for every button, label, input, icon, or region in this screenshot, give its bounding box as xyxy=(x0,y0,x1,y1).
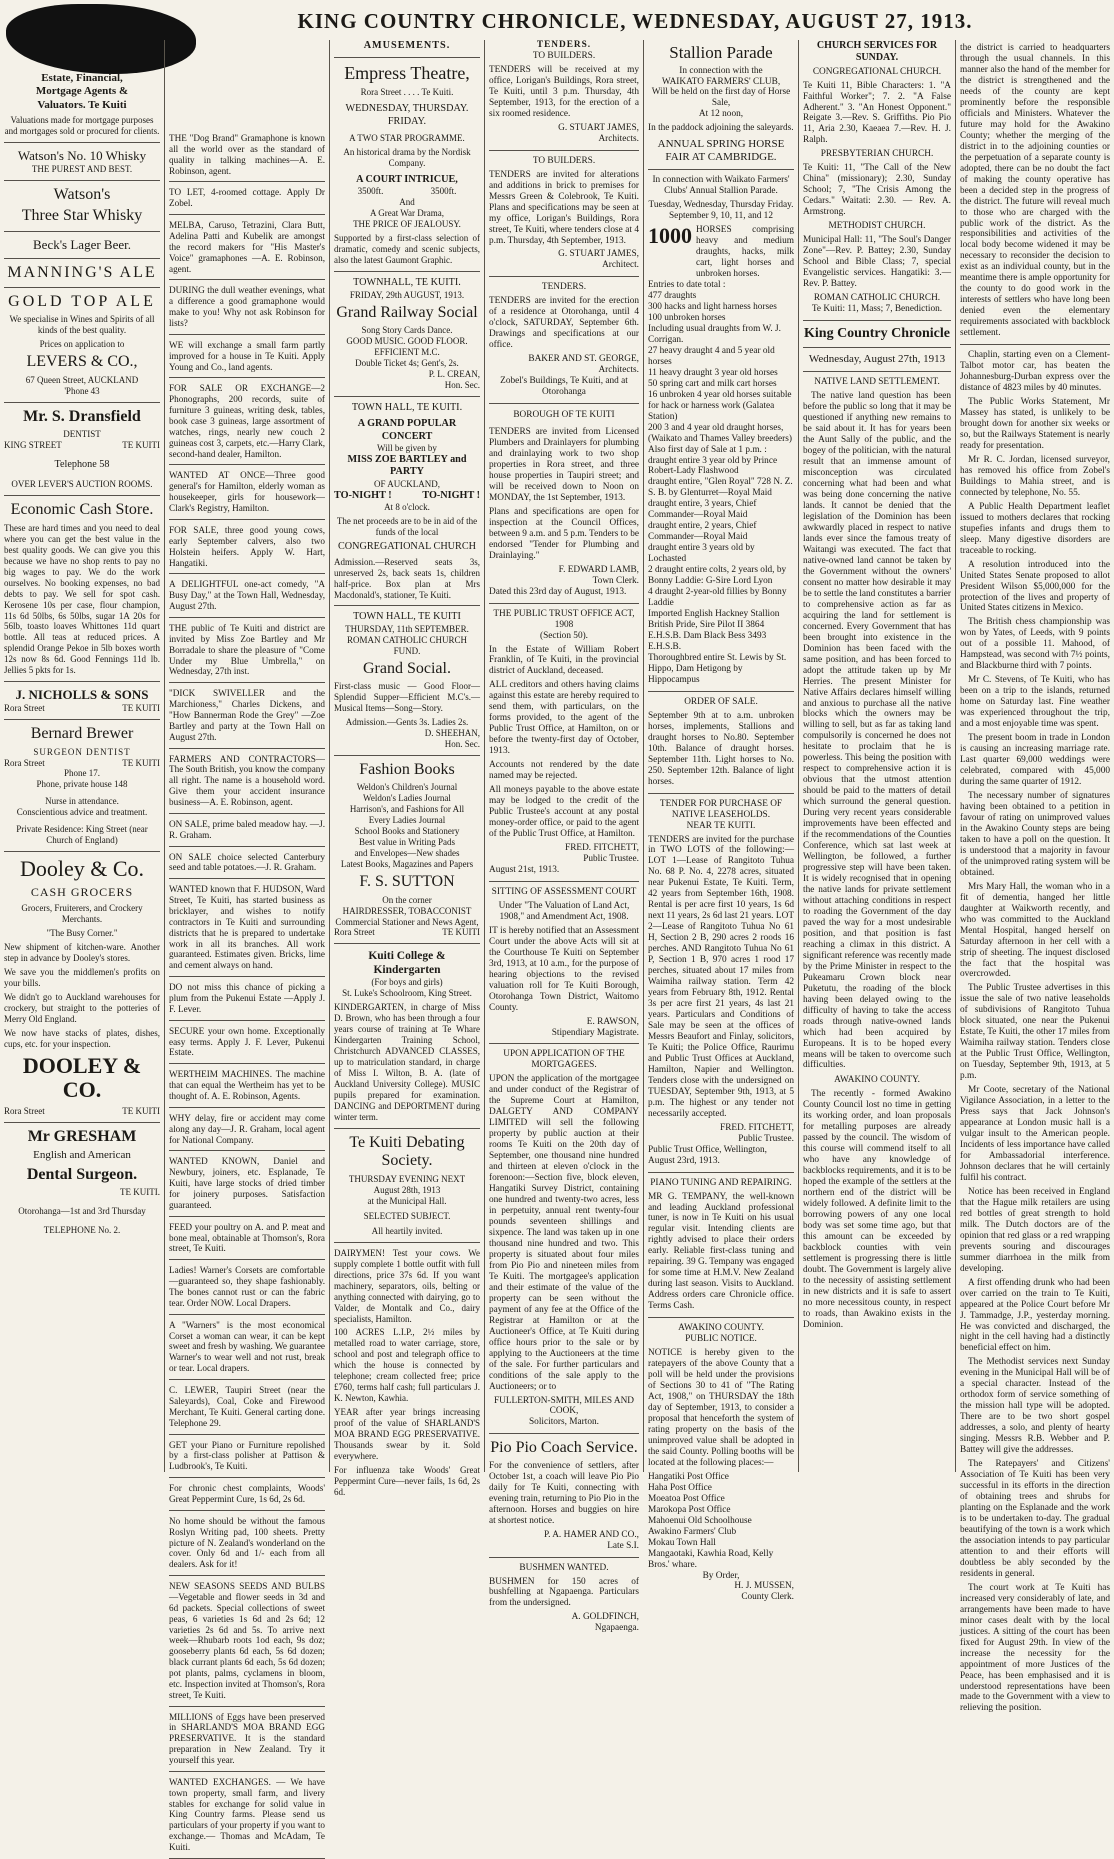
historical-drama: An historical drama by the Nordisk Company. xyxy=(343,146,471,168)
annual-fair: ANNUAL SPRING HORSE FAIR AT CAMBRIDGE. xyxy=(657,138,785,164)
news-item: The British chess championship was won by Yates, of Leeds, with 9 points out of a possible 11. Mahood, of Hampstead, was second with 7½ points, and Blackburne third with 7 points. xyxy=(960,617,1110,672)
bernard-heading: Bernard Brewer xyxy=(30,725,134,743)
horses-count: 1000 xyxy=(648,223,692,249)
signature-title: Architects. xyxy=(598,365,639,376)
public-notice: PUBLIC NOTICE. xyxy=(685,1334,757,1345)
horse-entry: 300 hacks and light harness horses xyxy=(648,301,777,312)
sitting-heading: SITTING OF ASSESSMENT COURT xyxy=(491,886,637,897)
classified-ad: FOR SALE OR EXCHANGE—2 Phonographs, 200 records, suite of furniture 3 guineas, writing desk, tables, book case 3 guineas, large assortment of watches, rings, nearly new couch 2 guineas cost 3, carpets, etc.—Harry Clark, second-hand dealer, Hamilton. xyxy=(169,383,325,459)
near-te-kuiti: NEAR TE KUITI. xyxy=(686,820,756,831)
news-item: A first offending drunk who had been over carried on the train to Te Kuiti, appeared at the Police Court before Mr J. Tammadge, J.P., yesterday morning. He was convicted and discharged, the night in the cell having had a distinctly beneficial effect on him. xyxy=(960,1277,1110,1354)
classified-ad: THE public of Te Kuiti and district are invited by Miss Zoe Bartley and Mr Borradale to share the pleasure of "Come Under my Blue Umbrella," on Wednesday, 27th inst. xyxy=(169,622,325,677)
news-item: Mrs Mary Hall, the woman who in a fit of dementia, hanged her little daughter at Waikworth recently, and who was committed to the Auckland Mental Hospital, hanged herself on Saturday afternoon in her cell with a strip of sheeting. The inquest disclosed the fact that the hospital was overcrowded. xyxy=(960,881,1110,980)
private-residence: Private Residence: King Street (near Church of England) xyxy=(16,824,148,846)
by-order: By Order, xyxy=(702,1570,740,1581)
thursday-evening: THURSDAY EVENING NEXT xyxy=(348,1173,466,1184)
classified-ad: FOR SALE, three good young cows, early September calvers, also two Holstein heifers. Apply W. Hart, Hangatiki. xyxy=(169,524,325,568)
column-5 xyxy=(644,40,798,1603)
column-1 xyxy=(0,40,164,1472)
economic-text: These are hard times and you need to deal where you can get the best value in the best quality goods. We can give you this because we have no shop rents to pay no big wages to pay. We do the work ourselves. No booking expenses, no bad debts to pay. We sell for spot cash. Kerosene 10s per case, flour champion, 11s 6d 50lbs, 6s 50lbs, sugar 1A 20s for 56lb, toasto loaves Whittones 11d quart bottle. All teas at reduced prices. A splendid Orange Pekoe in 5lb boxes worth 12s now 8s 6d. Good Fennings 11d lb. Jellies 5 pkts for 1s. xyxy=(4,522,160,676)
horse-entry: 4 draught 2-year-old fillies by Bonny Laddie xyxy=(648,587,787,609)
creditors-text: ALL creditors and others having claims against this estate are hereby required to send them, with particulars, on the forms provided, to the agent of the Public Trust Office, at Hamilton, on or before the twenty-first day of October, 1913. xyxy=(489,680,639,757)
classified-ad: MILLIONS of Eggs have been preserved in SHARLAND'S MOA BRAND EGG PRESERVATIVE. It is the standard preparation in New Zealand. Try it yourself this year. xyxy=(169,1711,325,1765)
double-ticket: Double Ticket 4s; Gent's, 2s. xyxy=(355,357,459,368)
rora-street: Rora Street xyxy=(4,757,45,768)
piano-text: MR G. TEMPANY, the well-known and leading Auckland professional tuner, is now in Te Kuiti on his usual regular visit. Intending clients are rightly advised to place their orders early. Reliable first-class tuning and repairing. 39 G. Tempany was engaged for some time at H.M.V. New Zealand during last season. Visits to Auckland. Address orders care Chronicle office. Terms Cash. xyxy=(648,1191,794,1312)
horse-entries xyxy=(648,291,794,686)
gresham-heading: Mr GRESHAM xyxy=(27,1128,137,1146)
to-builders: TO BUILDERS. xyxy=(532,155,596,166)
sheehan: D. SHEEHAN, xyxy=(424,728,480,739)
dooley-heading: Dooley & Co. xyxy=(19,856,145,882)
dental-surgeon: Dental Surgeon. xyxy=(26,1165,138,1183)
grocers-text: Grocers, Fruiterers, and Crockery Merchants. xyxy=(21,903,143,925)
signature-title: Public Trustee. xyxy=(738,1133,794,1144)
nicholls-heading: J. NICHOLLS & SONS xyxy=(15,687,149,703)
rora-street: Rora Street xyxy=(4,703,45,714)
court-intrigue: A COURT INTRICUE, xyxy=(356,173,458,185)
order-text: September 9th at to a.m. unbroken horses, implements, Stallions and draught horses to No.80. September 10th. Balance of draught horses. September 11th. Light horses to No. 250. September 12th. Balance of light horses. xyxy=(648,710,794,787)
miss-zoe: MISS ZOE BARTLEY and PARTY xyxy=(347,453,467,478)
classified-ad: For chronic chest complaints, Woods' Great Peppermint Cure, 1s 6d, 2s 6d. xyxy=(169,1483,325,1504)
roman-text: Te Kuiti: 11, Mass; 7, Benediction. xyxy=(811,303,943,314)
horse-entry: draught entire, 3 years, Chief Commander—Royal Maid xyxy=(648,499,757,521)
fashion-line: Every Ladies Journal xyxy=(368,815,446,826)
signature-title: Architects. xyxy=(598,133,639,144)
municipal-hall: at the Municipal Hall. xyxy=(367,1195,447,1206)
dooley-text: We save you the middlemen's profits on your bills. xyxy=(4,966,160,988)
will-be-given: Will be given by xyxy=(377,443,437,454)
horse-entry: draught entire 3 year old by Prince Robert-Lady Flashwood xyxy=(648,455,778,477)
news-item: Mr Coote, secretary of the National Vigilance Association, in a letter to the Press says that Jack Johnson's appearance at London music hall is a vulgar insult to the American people. Incidents of less importance have called for Ambassadorial interference. Johnson declares that he will certainly fulfil his contract. xyxy=(960,1085,1110,1183)
grand-concert: A GRAND POPULAR CONCERT xyxy=(357,418,457,442)
august-28: August 28th, 1913 xyxy=(373,1184,441,1195)
purest-best: THE PUREST AND BEST. xyxy=(31,164,133,175)
price-jealousy: THE PRICE OF JEALOUSY. xyxy=(353,219,461,230)
year-after-ad: YEAR after year brings increasing proof of the value of SHARLAND'S MOA BRAND EGG PRESERVATIVE. Thousands swear by it. Sold everywhere. xyxy=(334,1407,480,1462)
agents-line: Valuators. Te Kuiti xyxy=(37,98,127,111)
signature: FRED. FITCHETT, xyxy=(720,1122,794,1133)
town-hall-heading: TOWN HALL, TE KUITI. xyxy=(351,401,463,413)
zobel-buildings: Zobel's Buildings, Te Kuiti, and at Otorohanga xyxy=(500,376,628,398)
signature-title: Architect. xyxy=(602,260,639,271)
town-hall-heading: TOWN HALL, TE KUITI xyxy=(353,611,461,623)
news-item: A resolution introduced into the United States Senate proposed to allot President Wilson $5,000,000 for the protection of the lives and property of United States citizens in Mexico. xyxy=(960,559,1110,614)
tonight: TO-NIGHT ! xyxy=(334,489,392,501)
tender-text: TENDERS are invited from Licensed Plumbers and Drainlayers for plumbing and drainlaying work to two shop properties in Rora street, and three house properties in Taupiri street; and will be received down to Noon on MONDAY, the 1st September, 1913. xyxy=(489,427,639,503)
horse-entry: draught entire 3 years old by Lochasted xyxy=(648,543,755,565)
debating-society: Te Kuiti Debating Society. xyxy=(349,1134,465,1170)
on-corner: On the corner xyxy=(382,894,432,905)
te-kuiti-dot: TE KUITI. xyxy=(120,1187,160,1198)
news-item: The present boom in trade in London is causing an increasing marriage rate. Last quarter 69,000 weddings were celebrated, compared with 45,000 during the same quarter of 1912. xyxy=(960,733,1110,787)
watsons-no10: Watson's No. 10 Whisky xyxy=(17,148,147,164)
congregational-heading: CONGREGATIONAL CHURCH. xyxy=(812,66,942,77)
dooley-text: New shipment of kitchen-ware. Another step in advance by Dooley's stores. xyxy=(4,942,160,963)
polling-booth: Marokopa Post Office xyxy=(648,1504,731,1515)
horse-entry: 50 spring cart and milk cart horses xyxy=(648,378,777,389)
news-item: Mr C. Stevens, of Te Kuiti, who has been on a trip to the islands, returned home on Saturday last. Fine weather was experienced throughout the trip, and a most enjoyable time was spent. xyxy=(960,675,1110,730)
empress-location: Rora Street . . . . Te Kuiti. xyxy=(360,87,454,98)
signature-title: Town Clerk. xyxy=(592,575,639,586)
classified-ad: "DICK SWIVELLER and the Marchioness," Charles Dickens, and "How Bannerman Rode the Grey" —Zoe Bartley and party at the Town Hall on August 27th. xyxy=(169,688,325,742)
bushmen-heading: BUSHMEN WANTED. xyxy=(519,1562,609,1573)
polling-booth: Haha Post Office xyxy=(648,1482,712,1493)
classified-ad: WHY delay, fire or accident may come along any day—J. R. Graham, local agent for National Company. xyxy=(169,1112,325,1145)
classified-ad: DO not miss this chance of picking a plum from the Pukenui Estate —Apply J. F. Lever. xyxy=(169,982,325,1014)
polling-booth: Mokau Town Hall xyxy=(648,1537,716,1548)
masthead: KING COUNTRY CHRONICLE, WEDNESDAY, AUGUST 27, 1913. xyxy=(297,9,973,33)
commercial-stationer: Commercial Stationer and News Agent, xyxy=(335,916,479,927)
signature: G. STUART JAMES, xyxy=(558,122,639,133)
rora-street: Rora Street xyxy=(4,1106,45,1117)
paddock-text: In the paddock adjoining the saleyards. xyxy=(648,123,794,134)
te-kuiti: TE KUITI xyxy=(122,757,160,768)
horse-entry: draught entire, "Glen Royal" 728 N. Z. S. B. by Glenturret—Royal Maid xyxy=(648,477,793,499)
presbyterian-heading: PRESBYTERIAN CHURCH. xyxy=(820,149,934,160)
public-trust-heading: THE PUBLIC TRUST OFFICE ACT, 1908 xyxy=(493,608,635,630)
crean: P. L. CREAN, xyxy=(428,368,480,379)
classified-ad: ON SALE choice selected Canterbury seed and table potatoes.—J. R. Graham. xyxy=(169,851,325,873)
two-star: A TWO STAR PROGRAMME. xyxy=(349,132,465,143)
tenders-heading: TENDERS. xyxy=(536,40,592,50)
classified-ad: FARMERS AND CONTRACTORS—The South British, you know the company all right. The name is a household word. Give them your accident insurance business—A. E. Robinson, agent. xyxy=(169,753,325,807)
tender-text: TENDERS are invited for the erection of a residence at Otorohanga, until 4 o'clock, SATURDAY, September 6th. Drawings and specifications at our office. xyxy=(489,296,639,351)
news-item: The Public Works Statement, Mr Massey has stated, is unlikely to be brought down for another six weeks or so, but the Railways Statement is nearly ready for presentation. xyxy=(960,397,1110,451)
column-6 xyxy=(799,40,955,1472)
horses-text: HORSES comprising heavy and medium draughts, hacks, milk cart, light horses and unbroken horses. xyxy=(696,225,794,280)
fullerton: FULLERTON-SMITH, MILES AND COOK, xyxy=(493,1395,635,1417)
signature-title: County Clerk. xyxy=(741,1592,794,1603)
section-50: (Section 50). xyxy=(539,630,589,641)
te-kuiti: TE KUITI xyxy=(442,927,480,938)
signature-title: Public Trustee. xyxy=(583,853,639,864)
upon-heading: UPON APPLICATION OF THE MORTGAGEES. xyxy=(503,1049,625,1071)
signature-title: Late S.I. xyxy=(607,1540,639,1551)
dransfield-heading: Mr. S. Dransfield xyxy=(23,407,141,425)
classified-ads xyxy=(169,133,325,1859)
polling-booth: Moeatoa Post Office xyxy=(648,1493,725,1504)
selected-subject: SELECTED SUBJECT. xyxy=(363,1210,451,1221)
friday-29: FRIDAY, 29th AUGUST, 1913. xyxy=(349,289,465,300)
solicitors: Solicitors, Marton. xyxy=(529,1417,599,1428)
levers-address: 67 Queen Street, AUCKLAND xyxy=(25,374,139,385)
native-heading: NATIVE LAND SETTLEMENT. xyxy=(814,377,940,388)
valuations-text: Valuations made for mortgage purposes and mortgages sold or procured for clients. xyxy=(4,115,160,137)
horse-entry: 16 unbroken 4 year old horses suitable for hack or harness work (Galatea Station) xyxy=(648,389,792,422)
mortgage-text: UPON the application of the mortgagee and under conduct of the Registrar of the Supreme Court at Hamilton, DALGETY AND COMPANY LIMITED will sell the following property by public auction at their rooms Te Kuiti on the 20th day of September, one thousand nine hundred and thirteen at eleven o'clock in the forenoon:—Section five, block eleven, Hangatiki Survey District, containing one hundred and twenty-two acres, less in perpetuity, annual rent twenty-four pounds seventeen shillings and sixpence. The land was taken up in one thousand nine hundred and two. This property is situated about four miles from Pio Pio and nineteen miles from Te Kuiti. The mortgagee's application and their estimate of the value of the property can be seen without the payment of any fee at the Office of the Registrar at Hamilton or at the Auctioneer's Office, at Te Kuiti during office hours prior to the sale or by applying to the Auctioneers at the time of the sale. For further particulars and conditions of the sale apply to the Auctioneers; or to xyxy=(489,1074,639,1392)
classified-ad: C. LEWER, Taupiri Street (near the Saleyards), Coal, Coke and Firewood Merchant, Te Kuiti. General carting done. Telephone 29. xyxy=(169,1385,325,1428)
english-american: English and American xyxy=(33,1149,131,1162)
awakino-county-heading: AWAKINO COUNTY. xyxy=(834,1075,920,1086)
column-7 xyxy=(956,40,1114,1714)
classified-ad: THE "Dog Brand" Gramaphone is known all the world over as the standard of quality in talking machines—A. E. Robinson, agent. xyxy=(169,133,325,176)
polling-booth: Mahoenui Old Schoolhouse xyxy=(648,1515,752,1526)
horse-entry: Imported English Hackney Stallion British Pride, Sire Pilot II 3864 E.H.S.B. Dam Black Bess 3493 E.H.S.B. xyxy=(648,609,780,652)
specialise-text: We specialise in Wines and Spirits of all kinds of the best quality. xyxy=(9,314,155,336)
stallion-heading: Stallion Parade xyxy=(669,43,773,62)
te-kuiti: TE KUITI xyxy=(122,1106,160,1117)
news-item: The Public Trustee advertises in this issue the sale of two native leaseholds of subdivisions of Rangitoto Tuhua block situated, one near the Pukenui Estate, Te Kuiti, the other 17 miles from Waimiha railway station. Tenders close at the Public Trust Office, Wellington, on Tuesday, September 9th, 1913, at 5 p.m. xyxy=(960,983,1110,1082)
editorial-continued: the district is carried to headquarters through the usual channels. In this manner also the hand of the member for the district is strengthened and the needs of the county are kept prominently before the responsible officials and Ministers. Whatever the future may hold for the Awakino County; whether the merging of the district in to the adjoining counties or the perpetuation of a separate county is adopted, there can be no doubt the fact of making the county operative has been a decided step in the progress of the district. The future will reveal much to those who are charged with the public work of the district. As the responsibilities and activities of the local body become widened it may be necessary to reconsider the decision to exist as an individual county, but in the meantime there is ample opportunity for the county to do good work in the interests of settlers who have long been denied even the elementary requirements associated with backblock settlement. xyxy=(960,43,1110,339)
hon-sec: Hon. Sec. xyxy=(444,739,480,750)
sale-dates: Tuesday, Wednesday, Thursday Friday. September 9, 10, 11, and 12 xyxy=(648,200,794,222)
st-lukes: St. Luke's Schoolroom, King Street. xyxy=(342,988,472,999)
methodist-text: Municipal Hall: 11, "The Soul's Danger Zone"—Rev. P. Battey; 2.30, Sunday School and Bible Class; 7, special Evangelistic services. Hangatiki: 3.—Rev. P. Battey. xyxy=(803,235,951,290)
congregational-church: CONGREGATIONAL CHURCH xyxy=(337,541,476,553)
classified-ad: SECURE your own home. Exceptionally easy terms. Apply J. F. Lever, Pukenui Estate. xyxy=(169,1025,325,1058)
cash-grocers: CASH GROCERS xyxy=(30,885,134,900)
fashion-line: and Envelopes—New shades xyxy=(354,848,460,859)
methodist-heading: METHODIST CHURCH. xyxy=(828,221,926,232)
mannings-ale: MANNING'S ALE xyxy=(7,263,157,281)
classified-ad: WANTED AT ONCE—Three good general's for Hamilton, elderly woman as housekeeper, girls for housework—Clark's Registry, Hamilton. xyxy=(169,470,325,514)
column-2 xyxy=(165,40,329,1852)
tender-text: TENDERS are invited for alterations and additions in brick to premises for Messrs Green & Colebrook, Te Kuiti. Plans and specifications may be seen at my office, Lorigan's Buildings, Rora street, Te Kuiti, where tenders close at 4 p.m. Thursday, 4th September, 1913. xyxy=(489,169,639,246)
supported-text: Supported by a first-class selection of dramatic, comedy and scenic subjects, also the latest Gaumont Graphic. xyxy=(334,233,480,266)
estate-text: In the Estate of William Robert Franklin, of Te Kuiti, in the provincial district of Auckland, deceased. xyxy=(489,644,639,677)
kuiti-college: Kuiti College & Kindergarten xyxy=(368,950,446,977)
awakino-text: The recently - formed Awakino County Council lost no time in getting its working order, and loan proposals for metalling purposes are already passed by the council. The wisdom of this course will commend itself to all who have any knowledge of backblocks requirements, and it is to be hoped the example of the settlers at the northern end of the district will be widely followed. A definite limit to the borrowing powers of any one local body was set some time ago, but that this amount can be exceeded by backblock counties with vein settlement is progressing there is little doubt. The Government is largely alive to the necessity of assisting settlement in new districts and it is safe to assert no more necessitous county, in respect to roads, than Awakino exists in the Dominion. xyxy=(803,1089,951,1330)
classified-ad: WANTED EXCHANGES. — We have town property, small farm, and livery stables for exchange for solid value in King Country farms. Please send us particulars of your property if you want to exchange.— Thomas and McAdam, Te Kuiti. xyxy=(169,1776,325,1852)
dooley-heading-2: DOOLEY & CO. xyxy=(22,1052,142,1102)
awakino-heading: AWAKINO COUNTY. xyxy=(678,1323,764,1334)
fashion-line: Harrison's, and Fashions for All xyxy=(349,804,465,815)
boys-girls: (For boys and girls) xyxy=(371,977,443,988)
date: August 21st, 1913. xyxy=(489,864,560,875)
classified-ad: TO LET, 4-roomed cottage. Apply Dr Zobel. xyxy=(169,187,325,209)
native-text: The native land question has been before the public so long that it may be questioned if anything new remains to be said about it. It has for years been the Aunt Sally of the public, and the bogey of the politician, with the natural result that an immense amount of misconception was circulated concerning what had been and what was being done concerning the native lands. It cannot be denied that the legislation of the Dominion has been awkwardly placed in respect to native lands ever since the famous treaty of Waitangi was executed. The fact that native-owned land cannot be taken by the Government without the owners' consent no matter how desirable it may be to settle the land constitutes a barrier to comprehensive action as far as acquiring the land for settlement is concerned. Every Government that has been brought into existence in the Dominion has been faced with the same position, and has been forced to adopt the attitude taken up by Mr Herries. The present Minister for Native Affairs declares himself willing and anxious to purchase all the native blocks which the owners may be willing to sell, but as far as taking land compulsorily is concerned he does not hesitate to proclaim that he is powerless. This being the position with respect to comprehensive action it is obvious that the utmost attention should be paid to the matters of detail which surround the general question. During very recent years considerable improvements have been effected and if the recommendations of the Counties Conference, which sat last week at Wellington, be followed, a further progressive step will have been taken. It is widely recognised that in opening the native lands for private settlement without attaching conditions in respect to roading the Government of the day paved the way for a most undesirable position, and that position is fast reaching a climax in this district. A significant reference was recently made by the Prime Minister in respect to the Pukeamaru Crown block near Puketutu, the roading of the block having been delayed owing to the difficulty of having to take the access roads through native-owned lands which had been acquired by Europeans. It is to be hoped every means will be taken to overcome such difficulties. xyxy=(803,391,951,1071)
classified-ad: WE will exchange a small farm partly improved for a house in Te Kuiti. Apply Young and Co., land agents. xyxy=(169,339,325,372)
dooley-text: We now have stacks of plates, dishes, cups, etc. for your inspection. xyxy=(4,1027,160,1049)
news-item: A Public Health Department leaflet issued to mothers declares that rocking stupefies infants and drugs them to sleep. Many digestive disorders are traceable to rocking. xyxy=(960,501,1110,556)
nurse-text: Nurse in attendance. xyxy=(45,796,119,807)
tonight: TO-NIGHT ! xyxy=(422,489,480,501)
piano-heading: PIANO TUNING AND REPAIRING. xyxy=(650,1177,792,1188)
signature: F. EDWARD LAMB, xyxy=(558,564,639,575)
conn-text: In connection with the xyxy=(679,65,763,76)
admission-text: Admission.—Reserved seats 3s, unreserved 2s, back seats 1s, children half-price. Box plan at Mrs Macdonald's, stationer, Te Kuiti. xyxy=(334,556,480,600)
fashion-books: Fashion Books xyxy=(359,761,455,779)
news-item: Chaplin, starting even on a Clement-Talbot motor car, has beaten the Johannesburg-Durban express over the distance of 4823 miles by 40 minutes. xyxy=(960,350,1110,394)
signature: A. GOLDFINCH, xyxy=(571,1612,639,1623)
and-text: And xyxy=(399,197,415,208)
signature: BAKER AND ST. GEORGE, xyxy=(528,354,639,365)
prices-text: Prices on application to xyxy=(39,339,125,350)
coach-text: For the convenience of settlers, after October 1st, a coach will leave Pio Pio daily for Te Kuiti, connecting with evening train, returning to Pio Pio in the afternoon. Horses and buggies on hire at shortest notice. xyxy=(489,1460,639,1526)
polling-booth: Mangaotaki, Kawhia Road, Kelly Bros.' whare. xyxy=(648,1548,774,1570)
amusements-heading: AMUSEMENTS. xyxy=(363,40,451,51)
polling-booth: Awakino Farmers' Club xyxy=(648,1526,737,1537)
watsons-heading: Watson's xyxy=(53,185,111,203)
will-be-held: Will be held on the first day of Horse Sale, xyxy=(651,87,791,109)
tender-purchase-heading: TENDER FOR PURCHASE OF NATIVE LEASEHOLDS. xyxy=(659,798,783,820)
classified-ad: NEW SEASONS SEEDS AND BULBS—Vegetable and flower seeds in 3d and 6d packets. Special collections of sweet peas, 6 varieties 1s 6d and 2s 6d; 12 varieties 2s 6d and 5s. To arrive next week—Rhubarb roots 1od each, 9s doz; gooseberry plants 6d each, 5s 6d dozen; black currant plants 6d each, 5s 6d dozen; pot plants, palms, cyclamens in bloom, etc. Inspection invited at Thomson's, Rora street, Te Kuiti. xyxy=(169,1581,325,1700)
otorohanga-text: Otorohanga—1st and 3rd Thursday xyxy=(18,1206,146,1217)
feet: 3500ft. xyxy=(430,186,457,197)
valuation-act: Under "The Valuation of Land Act, 1908," and Amendment Act, 1908. xyxy=(498,900,630,922)
horse-entry: 100 unbroken horses xyxy=(648,312,726,323)
classified-ad: A "Warners" is the most economical Corset a woman can wear, it can be kept sweet and fresh by washing. We guarantee Warner's to wear well and not rust, break or tear. Local drapers. xyxy=(169,1319,325,1374)
rora-street: Rora Street xyxy=(334,927,375,938)
song-story: Song Story Cards Dance. xyxy=(361,324,453,335)
news-item: The Methodist services next Sunday evening in the Municipal Hall will be of a special character. Instead of the orthodox form of service something of the mission hall type will be adopted. There are to be two short gospel addresses, a solo, and plenty of hearty singing. Messrs R.B. Webber and P. Battey will give the addresses. xyxy=(960,1357,1110,1456)
busy-corner: "The Busy Corner." xyxy=(46,928,118,939)
at-noon: At 12 noon, xyxy=(698,109,744,120)
telephone-58: Telephone 58 xyxy=(54,458,110,470)
tender-text: TENDERS will be received at my office, Lorigan's Buildings, Rora street, Te Kuiti, until 3 p.m. Thursday, 4th September, 1913, for the erection of a six roomed residence. xyxy=(489,64,639,119)
kcc-heading: King Country Chronicle xyxy=(804,325,950,341)
conscientious-text: Conscientious advice and treatment. xyxy=(16,807,148,818)
good-music: GOOD MUSIC. GOOD FLOOR. EFFICIENT M.C. xyxy=(346,335,468,357)
news-items xyxy=(960,350,1110,1714)
church-heading: CHURCH SERVICES FOR SUNDAY. xyxy=(816,40,938,63)
horse-entry: 2 draught entire colts, 2 years old, by Bonny Laddie: G-Sire Lord Lyon xyxy=(648,565,787,587)
signature: G. STUART JAMES, xyxy=(558,249,639,260)
first-class-music: First-class music — Good Floor— Splendid Supper—Efficient M.C's.— Musical Items—Song—Story. xyxy=(334,681,480,714)
phone-17: Phone 17. xyxy=(64,768,100,779)
horse-entry: 477 draughts xyxy=(648,290,697,301)
grand-social: Grand Social. xyxy=(363,659,451,677)
levers-phone: 'Phone 43 xyxy=(64,385,100,396)
fashion-line: Weldon's Children's Journal xyxy=(356,782,458,793)
to-builders: TO BUILDERS. xyxy=(532,50,596,61)
surgeon-dentist: SURGEON DENTIST xyxy=(33,746,131,757)
column-4 xyxy=(485,40,643,1634)
news-item: The court work at Te Kuiti has increased very considerably of late, and arrangements have been made to have minor cases dealt with by the local justices. A sitting of the court has been fixed for August 29th. In view of the increase the necessity for the appointment of more Justices of the Peace, has been emphasised and it is understood representations have been made to the Government with a view to relieving the position. xyxy=(960,1582,1110,1714)
dated: Dated this 23rd day of August, 1913. xyxy=(489,586,627,597)
signature-title: Stipendiary Magistrate. xyxy=(551,1027,639,1038)
classified-ad: WANTED known that F. HUDSON, Ward Street, Te Kuiti, has started business as bricklayer, and wishes to notify contractors in Te Kuiti and surrounding districts that he is prepared to undertake work in all its branches. All work guaranteed. Estimates given. Bricks, lime and cement always on hand. xyxy=(169,884,325,971)
at-8: At 8 o'clock. xyxy=(384,502,430,513)
agents-line: Estate, Financial, xyxy=(41,72,123,84)
classified-ad: Ladies! Warner's Corsets are comfortable—guaranteed so, they shape fashionably. The bones cannot rust or can the fabric tear. Order NOW. Local Drapers. xyxy=(169,1265,325,1308)
news-item: Mr R. C. Jordan, licensed surveyor, has removed his office from Zobel's Buildings to Mahia street, and is connected by telephone, No. 55. xyxy=(960,454,1110,498)
private-148: Phone, private house 148 xyxy=(36,779,128,790)
borough-heading: BOROUGH OF TE KUITI xyxy=(513,410,615,421)
admission-2: Admission.—Gents 3s. Ladies 2s. xyxy=(345,717,469,728)
conn-clubs: In connection with Waikato Farmers' Clubs' Annual Stallion Parade. xyxy=(652,175,790,197)
classified-ad: ON SALE, prime baled meadow hay. —J. R. Graham. xyxy=(169,818,325,840)
horse-entry: Thoroughbred entire St. Lewis by St. Hippo, Dam Hetigong by Hippocampus xyxy=(648,652,787,685)
net-proceeds: The net proceeds are to be in aid of the funds of the local xyxy=(336,516,478,538)
classified-ad: FEED your poultry on A. and P. meat and bone meal, obtainable at Thomson's, Rora street, Te Kuiti. xyxy=(169,1221,325,1254)
te-kuiti: TE KUITI xyxy=(122,440,160,450)
town-hall-heading: TOWNHALL, TE KUITI. xyxy=(353,277,461,289)
signature: H. J. MUSSEN, xyxy=(734,1581,794,1592)
horse-entry: 11 heavy draught 3 year old horses xyxy=(648,367,778,378)
horse-entry: draught entire, 2 years, Chief Commander—Royal Maid xyxy=(648,521,757,543)
plans-text: Plans and specifications are open for inspection at the Council Offices, between 9 a.m. and 5 p.m. Tenders to be endorsed "Tender for Plumbing and Drainlaying." xyxy=(489,506,639,561)
signature: FRED. FITCHETT, xyxy=(565,842,639,853)
horse-entry: 27 heavy draught 4 and 5 year old horses xyxy=(648,345,775,367)
fashion-line: Best value in Writing Pads xyxy=(359,837,455,848)
empress-days: WEDNESDAY, THURSDAY. FRIDAY. xyxy=(345,103,469,127)
pio-coach-heading: Pio Pio Coach Service. xyxy=(490,1439,638,1457)
signature: E. RAWSON, xyxy=(586,1016,639,1027)
kindergarten-text: KINDERGARTEN, in charge of Miss D. Brown, who has been through a four years course of training at Te Whare Kindergarten Training School, Christchurch ADVANCED CLASSES, up to matriculation standard, in charge of Miss I. Wilton, B. A. (late of Auckland University College). MUSIC pupils prepared for examination. DANCING and DEPORTMENT during winter term. xyxy=(334,1002,480,1123)
news-item: The Ratepayers' and Citizens' Association of Te Kuiti has been very successful in its efforts in the direction of obtaining trees and shrubs for planting on the Esplanade and the work is to be undertaken to-day. The gradual beautifying of the town is a work which the association intends to pay particular attention to and their efforts will doubtless be ably seconded by the residents in general. xyxy=(960,1459,1110,1579)
dairymen-ad: DAIRYMEN! Test your cows. We supply complete 1 bottle outfit with full directions, price 37s 6d. If you want machinery, separators, oils, belting or anything connected with dairying, go to Valder, de Montalk and Co., dairy specialists, Hamilton. xyxy=(334,1247,480,1324)
polling-booth: Hangatiki Post Office xyxy=(648,1471,729,1482)
bushmen-text: BUSHMEN for 150 acres of bushfelling at Ngapaenga. Particulars from the undersigned. xyxy=(489,1576,639,1609)
great-war: A Great War Drama, xyxy=(369,208,445,219)
te-kuiti: TE KUITI xyxy=(122,703,160,714)
order-heading: ORDER OF SALE. xyxy=(684,696,758,707)
fashion-line: Weldon's Ladies Journal xyxy=(363,793,451,804)
influenza-ad: For influenza take Woods' Great Peppermint Cure—never fails, 1s 6d, 2s 6d. xyxy=(334,1465,480,1498)
hon-sec: Hon. Sec. xyxy=(444,379,480,390)
empress-theatre: Empress Theatre, xyxy=(344,63,470,84)
becks-lager: Beck's Lager Beer. xyxy=(33,236,131,252)
three-star-heading: Three Star Whisky xyxy=(21,207,143,225)
entries-label: Entries to date total : xyxy=(648,280,726,291)
classified-ad: GET your Piano or Furniture repolished by a first-class polisher at Pattison & Ludbrook's, Te Kuiti. xyxy=(169,1439,325,1472)
news-item: Notice has been received in England that the Hague milk retailers are using red bottles of great strength to hold milk. The Dutch doctors are of the opinion that red glass or a red wrapping prevents souring and discourages summer diarrhoea in the milk from developing. xyxy=(960,1186,1110,1274)
moneys-text: All moneys payable to the above estate may be lodged to the credit of the Public Trustee's account at any postal money-order office, or paid to the agent of the Public Trust Office, at Hamilton. xyxy=(489,785,639,839)
classified-ad: WANTED KNOWN, Daniel and Newbury, joiners, etc. Esplanade, Te Kuiti, have large stocks of dried timber for joinery purposes. Satisfaction guaranteed. xyxy=(169,1156,325,1210)
gold-top-ale: GOLD TOP ALE xyxy=(8,293,156,311)
signature-title: Ngapaenga. xyxy=(594,1623,639,1634)
king-street: KING STREET xyxy=(4,440,62,450)
levers-heading: LEVERS & CO., xyxy=(26,353,138,371)
over-levers: OVER LEVER'S AUCTION ROOMS. xyxy=(11,479,153,490)
hairdresser: HAIRDRESSER, TOBACCONIST xyxy=(342,905,472,916)
classified-ad: No home should be without the famous Roslyn Writing pad, 100 sheets. Pretty picture of N. Zealand's wonderland on the cover. Only 6d and 1/- each from all dealers. Ask for it! xyxy=(169,1515,325,1570)
waikato-club: WAIKATO FARMERS' CLUB, xyxy=(661,76,781,87)
railway-social: Grand Railway Social xyxy=(336,303,478,321)
fashion-line: School Books and Stationery xyxy=(354,826,460,837)
classified-ad: DURING the dull weather evenings, what a difference a good gramaphone would make to you! Why not ask Robinson for lists? xyxy=(169,285,325,329)
notice-text: NOTICE is hereby given to the ratepayers of the above County that a poll will be held under the provisions of Sections 30 to 41 of "The Rating Act, 1908," on THURSDAY the 18th day of September, 1913, to consider a proposal that henceforth the system of rating property on the basis of the unimproved value shall be adopted in the said County. Polling booths will be located at the following places:— xyxy=(648,1348,794,1468)
feet: 3500ft. xyxy=(357,186,384,197)
classified-ad: WERTHEIM MACHINES. The machine that can equal the Wertheim has yet to be thought of. A. E. Robinson, Agents. xyxy=(169,1069,325,1102)
sutton-heading: F. S. SUTTON xyxy=(359,873,455,891)
polling-booths xyxy=(648,1472,794,1571)
news-item: The necessary number of signatures having been obtained to a petition in favour of rating on unimproved values in the Awakino County steps are being taken to have a poll on the question. It is understood that a majority in favour of the unimproved rating system will be obtained. xyxy=(960,790,1110,878)
dooley-text: We didn't go to Auckland warehouses for crockery, but straight to the potteries of Merry Old England. xyxy=(4,991,160,1024)
all-invited: All heartily invited. xyxy=(371,1225,443,1236)
of-auckland: OF AUCKLAND, xyxy=(373,478,440,489)
dentist-label: DENTIST xyxy=(63,429,101,440)
accounts-text: Accounts not rendered by the date named may be rejected. xyxy=(489,760,639,782)
telephone-2: TELEPHONE No. 2. xyxy=(43,1225,121,1236)
roman-fund: ROMAN CATHOLIC CHURCH FUND. xyxy=(346,634,467,656)
kcc-date: Wednesday, August 27th, 1913 xyxy=(808,353,946,366)
roman-heading: ROMAN CATHOLIC CHURCH. xyxy=(813,293,941,303)
tenders-sub: TENDERS. xyxy=(541,282,587,293)
acres-ad: 100 ACRES L.I.P., 2½ miles by metalled road to water carriage, store, school and post and telegraph office to which the house is connected by telephone; cream collected free; price £760, terms half cash; full particulars J. K. Newton, Kawhia. xyxy=(334,1327,480,1404)
signature: P. A. HAMER AND CO., xyxy=(543,1529,639,1540)
classified-ad: MELBA, Caruso, Tetrazini, Clara Butt, Adelina Patti and Kubelik are amongst the record makers for "His Master's Voice" gramaphones —A. E. Robinson, agent. xyxy=(169,220,325,274)
notified-text: IT is hereby notified that an Assessment Court under the above Acts will sit at the Courthouse Te Kuiti on September 3rd, 1913, at 10 a.m., for the purpose of hearing objections to the revised valuation roll for Te Kuiti Borough, Otorohanga Town District, Waitomo County. xyxy=(489,925,639,1013)
thursday-11: THURSDAY, 11th SEPTEMBER. xyxy=(345,623,469,634)
horse-entry: Also first day of Sale at 1 p.m. : xyxy=(648,444,767,455)
congregational-text: Te Kuiti 11, Bible Characters: 1. "A Faithful Worker"; 7. 2. "A False Adherent." 3. "An Honest Opponent." Reigate 3.—Rev. S. Griffiths. Pio Pio 11, Aria 2.30, Kaeaea 7.—Rev. H. J. Ralph. xyxy=(803,80,951,146)
horse-entry: 200 3 and 4 year old draught horses, (Waikato and Thames Valley breeders) xyxy=(648,422,792,444)
fashion-line: Latest Books, Magazines and Papers xyxy=(340,859,474,870)
lease-text: TENDERS are invited for the purchase in TWO LOTS of the following:— LOT 1—Lease of Rangitoto Tuhua No. 68 P. No. 4, 2278 acres, situated near Pukenui Estate, Te Kuiti. Term, 42 years from September 16th, 1908. Rental is per acre first 10 years, 1s 6d next 11 years, 2s 6d last 21 years. LOT 2—Lease of Rangitoto Tuhua No 61 H, Section 2 B, 290 acres 2 roods 16 perches. AND Rangitoto Tuhua No 61 P, Section 1 B, 970 acres 1 rood 17 perches, situated about 17 miles from Waimiha railway station. Term 42 years from February 8th, 1912. Rental 3s per acre first 21 years, 4s last 21 years. Particulars and Conditions of Sale may be seen at the offices of Messrs Beaufort and Finlay, solicitors, Te Kuiti; the Police Office, Raurimu and Public Trust Offices at Auckland, Hamilton, Napier and Wellington. Tenders close with the undersigned on TUESDAY, September 9th, 1913, at 5 p.m. The highest or any tender not necessarily accepted. xyxy=(648,834,794,1119)
wellington-date: Public Trust Office, Wellington, August 23rd, 1913. xyxy=(648,1144,767,1166)
horse-entry: Including usual draughts from W. J. Corrigan. xyxy=(648,323,781,345)
classified-ad: A DELIGHTFUL one-act comedy, "A Busy Day," at the Town Hall, Wednesday, August 27th. xyxy=(169,579,325,612)
agents-line: Mortgage Agents & xyxy=(35,85,129,98)
column-3 xyxy=(330,40,484,1498)
presbyterian-text: Te Kuiti: 11, "The Call of the New China" (missionary); 2.30, Sunday School; 7, "The Crisis Among the Cedars." Waitati: 2.30. — Rev. A. Armstrong. xyxy=(803,163,951,218)
economic-heading: Economic Cash Store. xyxy=(10,501,154,519)
